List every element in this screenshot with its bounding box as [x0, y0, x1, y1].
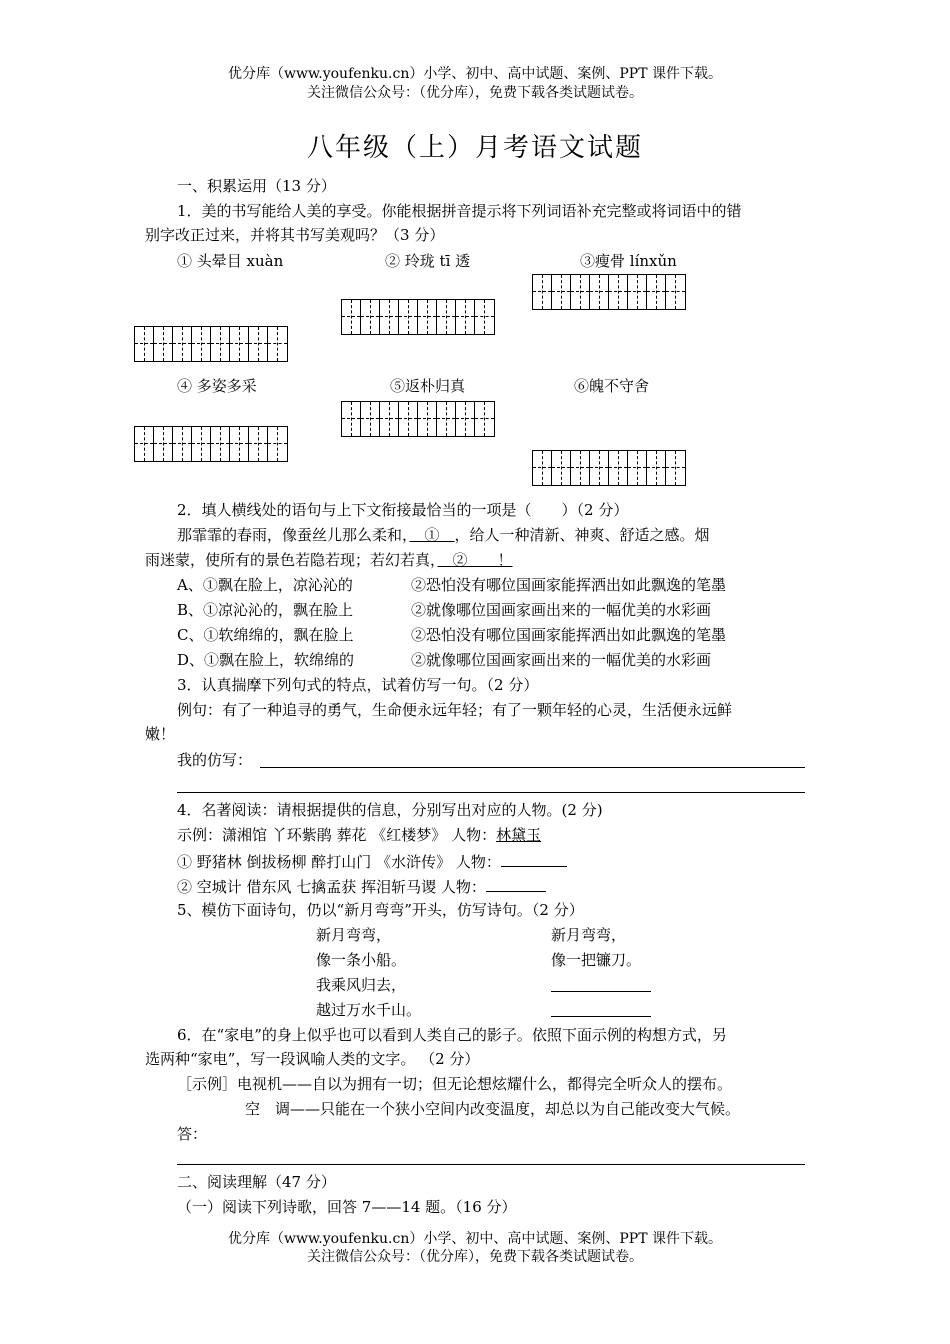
q4-item-1	[177, 850, 567, 872]
q1-item-5: ⑤返朴归真	[390, 377, 466, 395]
writing-grid-2[interactable]	[341, 299, 495, 335]
q2-passage-a: 那霏霏的春雨，像蚕丝儿那么柔和，	[177, 526, 410, 544]
q4-item-2	[177, 875, 546, 897]
q3-answer-label: 我的仿写：	[177, 751, 253, 769]
q4-answer-blank-2[interactable]	[486, 875, 546, 892]
writing-grid-1[interactable]	[134, 326, 288, 362]
q5-stem: 5、模仿下面诗句，仍以“新月弯弯”开头，仿写诗句。（2 分）	[177, 901, 584, 919]
q4-answer-blank-1[interactable]	[501, 850, 567, 867]
q2-option-a-part2: ②恐怕没有哪位国画家能挥洒出如此飘逸的笔墨	[411, 576, 727, 594]
section1-heading: 一、积累运用（13 分）	[177, 177, 336, 195]
q6-answer-label: 答：	[177, 1125, 208, 1143]
q6-line1: 6．在“家电”的身上似乎也可以看到人类自己的影子。依照下面示例的构想方式，另	[177, 1026, 727, 1044]
q5-poem-right-2: 像一把镰刀。	[551, 951, 642, 969]
q3-example-line1: 例句：有了一种追寻的勇气，生命便永远年轻；有了一颗年轻的心灵，生活便永远鲜	[177, 701, 733, 719]
q2-blank-1: ①	[409, 526, 455, 544]
q2-blank-2: ② ！	[437, 551, 513, 569]
q1-item-1: ① 头晕目 xuàn	[177, 252, 284, 270]
q5-poem-left-1: 新月弯弯，	[316, 926, 392, 944]
q5-answer-line-1[interactable]	[551, 991, 651, 992]
footer-line-1: 优分库（www.youfenku.cn）小学、初中、高中试题、案例、PPT 课件下载。	[227, 1231, 722, 1247]
writing-grid-4[interactable]	[134, 426, 288, 462]
q4-example-text: 示例：潇湘馆 丫环紫鹃 葬花 《红楼梦》 人物：	[177, 826, 497, 844]
q1-item-2: ② 玲珑 tī 透	[385, 252, 471, 270]
q3-example-line2: 嫩！	[145, 725, 176, 743]
q1-line2: 别字改正过来，并将其书写美观吗？（3 分）	[145, 226, 445, 244]
q2-passage-line2	[145, 550, 513, 570]
q6-example-line2: 空 调——只能在一个狭小空间内改变温度，却总以为自己能改变大气候。	[245, 1100, 741, 1118]
q3-answer-line-1[interactable]	[260, 767, 805, 768]
q5-poem-left-3: 我乘风归去，	[316, 976, 407, 994]
writing-grid-6[interactable]	[532, 450, 686, 486]
q6-line2: 选两种“家电”，写一段讽喻人类的文字。 （2 分）	[145, 1050, 480, 1068]
q2-option-d-part1: D、①飘在脸上，软绵绵的	[177, 651, 355, 669]
footer-line-2: 关注微信公众号：（优分库），免费下载各类试题试卷。	[307, 1249, 643, 1265]
q5-poem-left-2: 像一条小船。	[316, 951, 407, 969]
q2-option-d-part2: ②就像哪位国画家画出来的一幅优美的水彩画	[411, 651, 712, 669]
q1-line1: 1．美的书写能给人美的享受。你能根据拼音提示将下列词语补充完整或将词语中的错	[177, 202, 742, 220]
q6-example-line1: ［示例］电视机——自以为拥有一切；但无论想炫耀什么，都得完全听众人的摆布。	[177, 1075, 733, 1093]
q6-answer-line[interactable]	[177, 1164, 805, 1165]
q2-option-a-part1: A、①飘在脸上，凉沁沁的	[177, 576, 353, 594]
section2-sub1: （一）阅读下列诗歌，回答 7——14 题。（16 分）	[177, 1198, 517, 1216]
q3-answer-line-2[interactable]	[177, 792, 805, 793]
q1-item-6: ⑥魄不守舍	[574, 377, 650, 395]
writing-grid-3[interactable]	[532, 274, 686, 310]
q2-passage-b: ，给人一种清新、神爽、舒适之感。烟	[454, 526, 710, 544]
q2-stem: 2．填人横线处的语句与上下文衔接最恰当的一项是（ ）（2 分）	[177, 501, 629, 519]
page-title: 八年级（上）月考语文试题	[306, 133, 643, 163]
q2-option-c-part1: C、①软绵绵的，飘在脸上	[177, 626, 354, 644]
q2-option-c-part2: ②恐怕没有哪位国画家能挥洒出如此飘逸的笔墨	[411, 626, 727, 644]
header-line-1: 优分库（www.youfenku.cn）小学、初中、高中试题、案例、PPT 课件下载。	[227, 66, 722, 82]
q2-passage-line1	[177, 525, 710, 545]
q5-poem-right-1: 新月弯弯，	[551, 926, 627, 944]
q4-stem: 4．名著阅读：请根据提供的信息，分别写出对应的人物。(2 分)	[177, 801, 603, 819]
q4-item-2-text: ② 空城计 借东风 七擒孟获 挥泪斩马谡 人物：	[177, 878, 486, 896]
q4-example	[177, 825, 541, 845]
q3-stem: 3．认真揣摩下列句式的特点，试着仿写一句。（2 分）	[177, 676, 539, 694]
header-line-2: 关注微信公众号：（优分库），免费下载各类试题试卷。	[307, 85, 643, 101]
q2-option-b-part2: ②就像哪位国画家画出来的一幅优美的水彩画	[411, 601, 712, 619]
q4-item-1-text: ① 野猪林 倒拔杨柳 醉打山门 《水浒传》 人物：	[177, 853, 501, 871]
q1-item-3: ③瘦骨 línxǔn	[580, 252, 677, 270]
q4-example-answer: 林黛玉	[496, 826, 542, 844]
q2-passage-c: 雨迷蒙，使所有的景色若隐若现；若幻若真，	[145, 551, 438, 569]
q5-answer-line-2[interactable]	[551, 1016, 651, 1017]
q1-item-4: ④ 多姿多采	[177, 377, 257, 395]
q2-option-b-part1: B、①凉沁沁的，飘在脸上	[177, 601, 354, 619]
section2-heading: 二、阅读理解（47 分）	[177, 1173, 336, 1191]
writing-grid-5[interactable]	[341, 401, 495, 437]
q5-poem-left-4: 越过万水千山。	[316, 1001, 422, 1019]
